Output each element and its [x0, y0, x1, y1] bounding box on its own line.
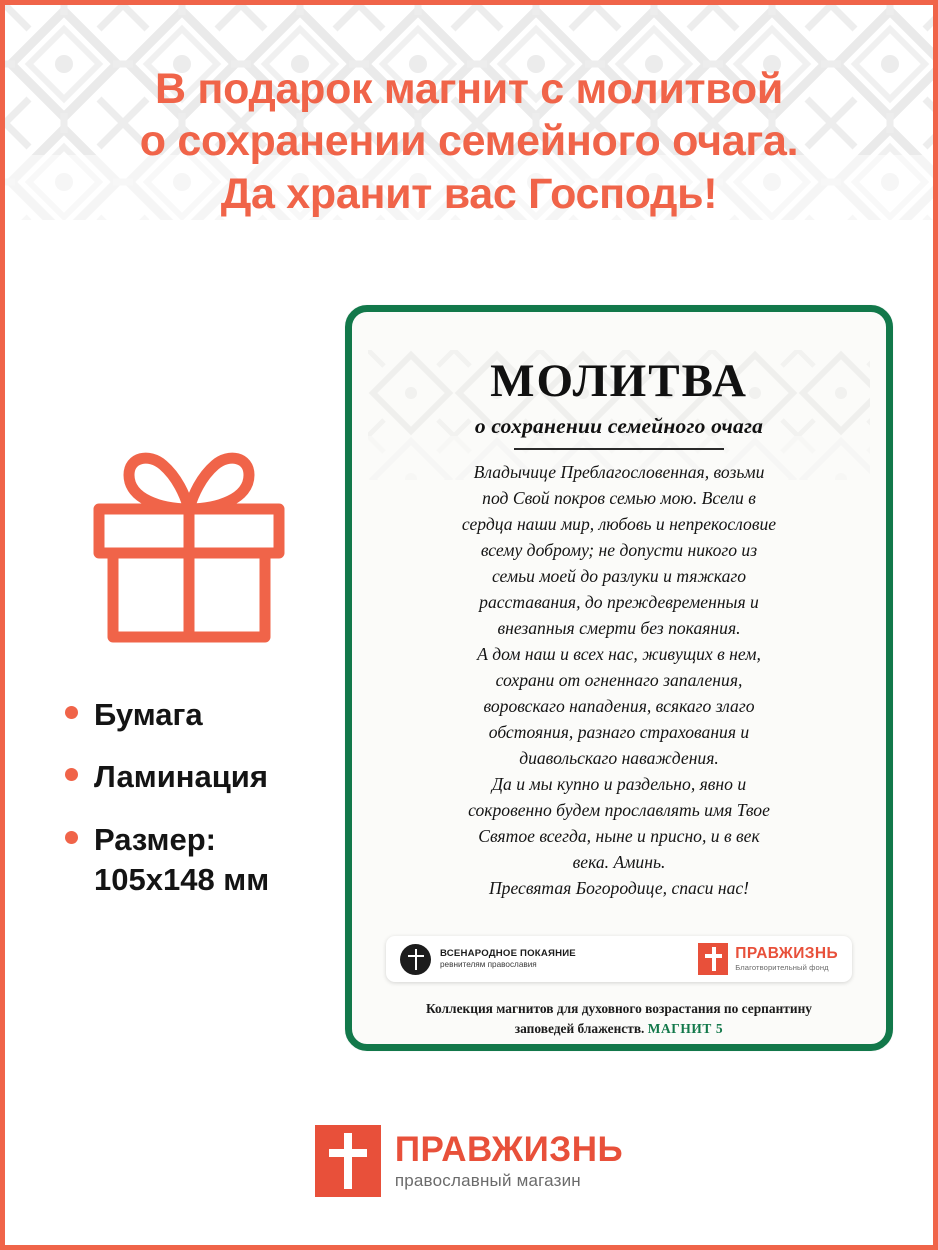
prayer-line: семьи моей до разлуки и тяжкаго — [491, 565, 747, 586]
org-name: ПРАВЖИЗНЬ — [735, 944, 838, 962]
feature-size-line-1: Размер: — [94, 821, 216, 857]
prayer-line: Святое всегда, ныне и присно, и в век — [478, 825, 760, 846]
prayer-line: воровскаго нападения, всякаго злаго — [483, 695, 755, 716]
magnet-number-badge: МАГНИТ 5 — [647, 1020, 724, 1036]
feature-label-lamination: Ламинация — [94, 759, 268, 795]
prayer-line: Да и мы купно и раздельно, явно и — [491, 773, 747, 794]
card-title: МОЛИТВА — [490, 355, 748, 407]
prayer-line: обстояния, разнаго страхования и — [488, 721, 750, 742]
org-name: ВСЕНАРОДНОЕ ПОКАЯНИЕ — [440, 947, 576, 959]
caption-line-2: заповедей блаженств. — [514, 1020, 645, 1036]
list-item — [65, 695, 345, 735]
brand-tagline: православный магазин — [394, 1170, 581, 1190]
caption-line-1: Коллекция магнитов для духовного возрастания по серпантину — [425, 1001, 813, 1017]
feature-size-line-2: 105х148 мм — [94, 861, 270, 897]
org-vsenarodnoe-pokayanie — [400, 944, 576, 975]
brand-name: ПРАВЖИЗНЬ — [394, 1129, 624, 1169]
list-item — [65, 757, 345, 797]
org-tagline: Благотворительный фонд — [735, 963, 829, 973]
prayer-line: сокровенно будем прославлять имя Твое — [468, 799, 770, 820]
feature-label-paper: Бумага — [94, 697, 203, 732]
prayer-line: сердца наши мир, любовь и непрекословие — [461, 513, 777, 534]
prayer-line: внезапныя смерти без покаяния. — [497, 617, 741, 638]
prayer-line: расставания, до преждевременныя и — [479, 591, 759, 612]
feature-list — [65, 695, 345, 922]
card-caption — [382, 999, 856, 1038]
list-item — [65, 820, 345, 901]
bullet-icon — [65, 831, 78, 844]
prayer-line: века. Аминь. — [572, 851, 666, 872]
prayer-line: всему доброму; не допусти никого из — [480, 539, 758, 560]
org-tagline: ревнителям православия — [440, 959, 537, 969]
org-pravzhizn-fund — [698, 943, 838, 975]
prayer-line: Пресвятая Богородице, спаси нас! — [488, 877, 750, 898]
pravzhizn-cross-icon — [315, 1125, 381, 1197]
gift-box-icon — [91, 437, 287, 648]
prayer-line: диавольскаго наваждения. — [519, 747, 719, 768]
bullet-icon — [65, 768, 78, 781]
headline-line-1: В подарок магнит с молитвой — [155, 65, 783, 113]
card-subtitle: о сохранении семейного очага — [474, 414, 764, 438]
divider — [514, 448, 724, 450]
page-title — [5, 63, 933, 220]
headline-line-2: о сохранении семейного очага. — [139, 117, 799, 166]
prayer-line: А дом наш и всех нас, живущих в нем, — [477, 643, 761, 664]
bullet-icon — [65, 706, 78, 719]
prayer-line: Владычице Преблагословенная, возьми — [473, 462, 765, 482]
magnet-card — [345, 305, 893, 1051]
prayer-line: сохрани от огненнаго запаления, — [495, 669, 743, 690]
prayer-line: под Свой покров семью мою. Всели в — [482, 487, 756, 508]
prayer-text — [368, 460, 870, 900]
headline-line-3: Да хранит вас Господь! — [220, 169, 718, 218]
feature-label-size — [94, 820, 269, 901]
pravzhizn-cross-icon — [698, 943, 728, 975]
orthodox-cross-icon — [400, 944, 431, 975]
brand-logo — [5, 1125, 933, 1197]
card-organizations — [386, 936, 852, 982]
